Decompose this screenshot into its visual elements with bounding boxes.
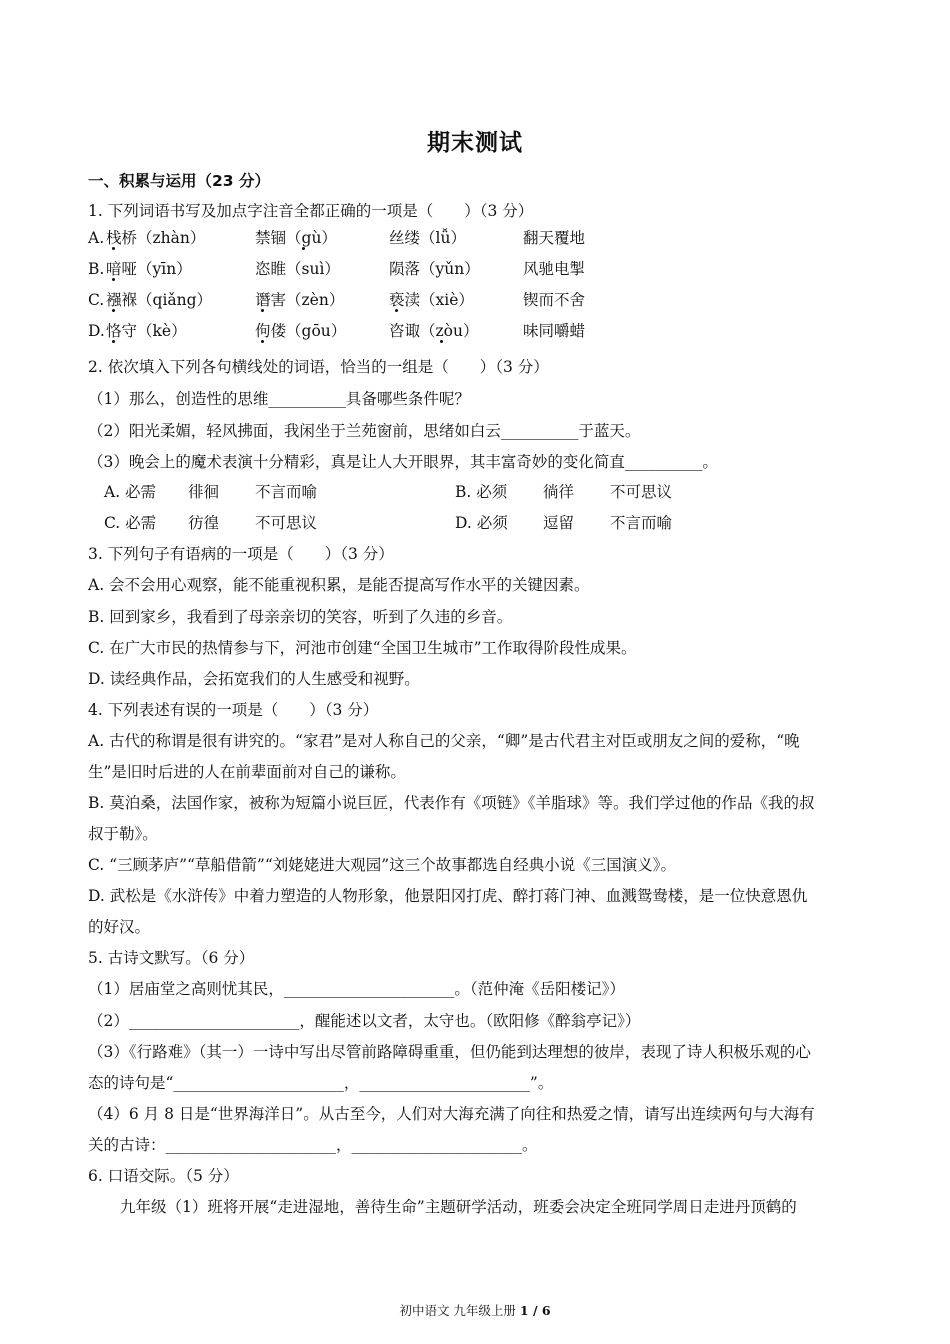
option-idiom: 不可思议 bbox=[610, 483, 673, 501]
word-pinyin: 守（kè） bbox=[121, 322, 187, 340]
option-word bbox=[389, 258, 480, 280]
question-4-stem: 4. 下列表述有误的一项是（ ）（3 分） bbox=[88, 701, 379, 719]
dotted-char: 佝 bbox=[255, 322, 271, 340]
question-4-option-a-line-1: A. 古代的称谓是很有讲究的。“家君”是对人称自己的父亲，“卿”是古代君主对臣或朋友之间的爱称，“晚 bbox=[88, 732, 800, 750]
question-2-sentence-1: （1）那么，创造性的思维__________具备哪些条件呢？ bbox=[88, 390, 470, 408]
option-label: C. 必需 bbox=[104, 514, 157, 532]
option-idiom: 风驰电掣 bbox=[523, 260, 586, 278]
question-4-option-a-line-2: 生”是旧时后进的人在前辈面前对自己的谦称。 bbox=[88, 763, 406, 781]
page-number: 1 / 6 bbox=[519, 1303, 551, 1318]
question-2-sentence-3: （3）晚会上的魔术表演十分精彩，真是让人大开眼界，其丰富奇妙的变化简直__________。 bbox=[88, 453, 718, 471]
dotted-char: 亵 bbox=[389, 291, 405, 309]
question-3-option-c: C. 在广大市民的热情参与下，河池市创建“全国卫生城市”工作取得阶段性成果。 bbox=[88, 639, 637, 657]
option-word bbox=[389, 320, 479, 342]
option-label: A. bbox=[88, 229, 105, 247]
option-label: D. 必须 bbox=[455, 514, 508, 532]
word-char: 丝 bbox=[389, 229, 405, 247]
word-pinyin: 睢（suì） bbox=[270, 260, 340, 278]
question-3-option-b: B. 回到家乡，我看到了母亲亲切的笑容，听到了久违的乡音。 bbox=[88, 608, 513, 626]
word-char: 咨 bbox=[389, 322, 405, 340]
option-word: 徘徊 bbox=[188, 483, 220, 501]
dotted-char: 襁 bbox=[106, 291, 122, 309]
dotted-word-pinyin: 诹（zòu） bbox=[404, 322, 479, 340]
section-heading: 一、积累与运用（23 分） bbox=[88, 172, 270, 190]
word-pinyin: 缕（lǚ） bbox=[404, 229, 466, 247]
question-4-option-c: C. “三顾茅庐”“草船借箭”“刘姥姥进大观园”这三个故事都选自经典小说《三国演义》。 bbox=[88, 856, 676, 874]
option-word: 徜徉 bbox=[543, 483, 575, 501]
question-5-item-4-line-2: 关的古诗：______________________，______________________。 bbox=[88, 1136, 538, 1154]
option-label: D. bbox=[88, 322, 105, 340]
word-char: 陨 bbox=[389, 260, 405, 278]
dotted-char: 恪 bbox=[106, 322, 122, 340]
option-word bbox=[255, 227, 337, 249]
word-pinyin: 褓（qiǎng） bbox=[121, 291, 213, 309]
question-3-option-a: A. 会不会用心观察，能不能重视积累，是能否提高写作水平的关键因素。 bbox=[88, 576, 590, 594]
option-label: A. 必需 bbox=[104, 483, 157, 501]
question-5-item-4-line-1: （4）6 月 8 日是“世界海洋日”。从古至今，人们对大海充满了向往和热爱之情，请写出连续两句与大海有 bbox=[88, 1105, 815, 1123]
word-pinyin: 桥（zhàn） bbox=[121, 229, 206, 247]
question-5-stem: 5. 古诗文默写。（6 分） bbox=[88, 949, 255, 967]
dotted-char: 喑 bbox=[106, 260, 122, 278]
word-pinyin: 害（zèn） bbox=[270, 291, 345, 309]
option-idiom: 味同嚼蜡 bbox=[523, 322, 586, 340]
page-title: 期末测试 bbox=[427, 130, 523, 156]
word-pinyin: 哑（yīn） bbox=[121, 260, 192, 278]
question-4-option-d-line-2: 的好汉。 bbox=[88, 918, 151, 936]
question-5-item-3-line-2: 态的诗句是“______________________，______________________”。 bbox=[88, 1074, 554, 1092]
option-word: 逗留 bbox=[543, 514, 575, 532]
option-word: 彷徨 bbox=[188, 514, 220, 532]
question-5-item-2: （2）______________________，醒能述以文者，太守也。（欧阳修《醉翁亭记》） bbox=[88, 1012, 641, 1030]
question-6-paragraph: 九年级（1）班将开展“走进湿地，善待生命”主题研学活动，班委会决定全班同学周日走进丹顶鹤的 bbox=[120, 1198, 797, 1216]
option-word bbox=[389, 227, 466, 249]
word-pinyin: 渎（xiè） bbox=[404, 291, 474, 309]
option-label: C. bbox=[88, 291, 105, 309]
question-1-stem: 1. 下列词语书写及加点字注音全都正确的一项是（ ）（3 分） bbox=[88, 202, 534, 220]
question-5-item-3-line-1: （3）《行路难》（其一）一诗中写出尽管前路障碍重重，但仍能到达理想的彼岸，表现了诗人积极乐观的心 bbox=[88, 1043, 811, 1061]
option-word bbox=[255, 289, 344, 311]
word-pinyin: 偻（gōu） bbox=[270, 322, 347, 340]
page-footer bbox=[0, 1303, 950, 1319]
question-4-option-d-line-1: D. 武松是《水浒传》中着力塑造的人物形象，他景阳冈打虎、醉打蒋门神、血溅鸳鸯楼，是一位快意恩仇 bbox=[88, 887, 808, 905]
option-word bbox=[106, 320, 187, 342]
option-word bbox=[106, 289, 212, 311]
option-word bbox=[106, 258, 192, 280]
question-5-item-1: （1）居庙堂之高则忧其民，______________________。（范仲淹《岳阳楼记》） bbox=[88, 980, 625, 998]
question-2-sentence-2: （2）阳光柔媚，轻风拂面，我闲坐于兰苑窗前，思绪如白云__________于蓝天。 bbox=[88, 422, 641, 440]
option-word bbox=[389, 289, 474, 311]
option-label: B. bbox=[88, 260, 105, 278]
option-idiom: 翻天覆地 bbox=[523, 229, 586, 247]
option-label: B. 必须 bbox=[455, 483, 508, 501]
question-3-option-d: D. 读经典作品，会拓宽我们的人生感受和视野。 bbox=[88, 670, 420, 688]
word-char: 恣 bbox=[255, 260, 271, 278]
question-6-stem: 6. 口语交际。（5 分） bbox=[88, 1167, 239, 1185]
question-4-option-b-line-1: B. 莫泊桑，法国作家，被称为短篇小说巨匠，代表作有《项链》《羊脂球》等。我们学过他的作品《我的叔 bbox=[88, 794, 815, 812]
option-idiom: 锲而不舍 bbox=[523, 291, 586, 309]
option-word bbox=[106, 227, 205, 249]
option-word bbox=[255, 320, 346, 342]
question-4-option-b-line-2: 叔于勒》。 bbox=[88, 825, 158, 843]
question-2-stem: 2. 依次填入下列各句横线处的词语，恰当的一组是（ ）（3 分） bbox=[88, 358, 549, 376]
question-3-stem: 3. 下列句子有语病的一项是（ ）（3 分） bbox=[88, 545, 394, 563]
option-idiom: 不可思议 bbox=[255, 514, 318, 532]
option-idiom: 不言而喻 bbox=[610, 514, 673, 532]
word-pinyin: 落（yǔn） bbox=[404, 260, 480, 278]
option-idiom: 不言而喻 bbox=[255, 483, 318, 501]
dotted-char: 谮 bbox=[255, 291, 271, 309]
dotted-word-pinyin: 锢（gù） bbox=[270, 229, 337, 247]
footer-label: 初中语文 九年级上册 bbox=[399, 1303, 520, 1318]
option-word bbox=[255, 258, 340, 280]
dotted-char: 栈 bbox=[106, 229, 122, 247]
word-char: 禁 bbox=[255, 229, 271, 247]
